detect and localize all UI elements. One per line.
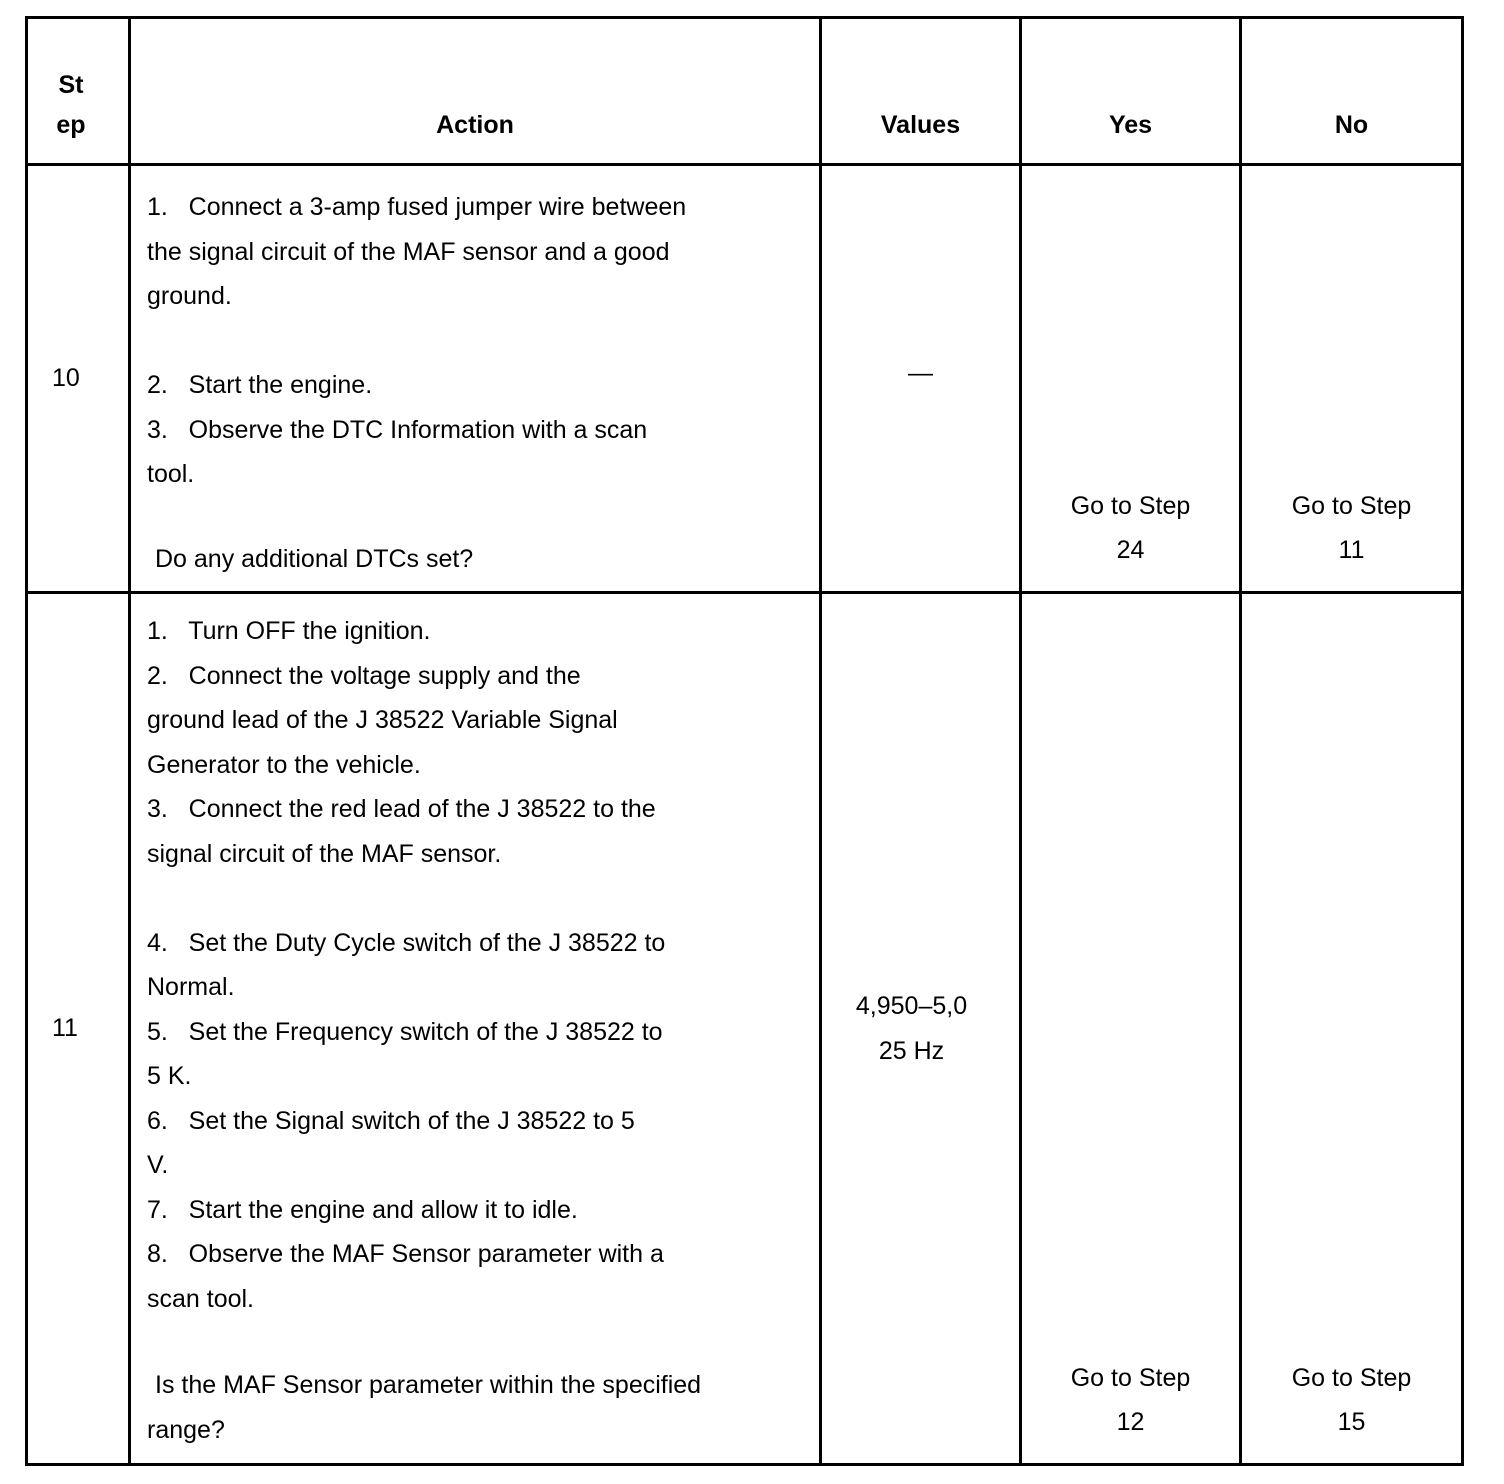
step-number: 10 [27,165,130,593]
action-line: tool. [147,460,195,488]
header-action: Action [130,18,821,165]
action-line: 8. Observe the MAF Sensor parameter with a [147,1240,664,1268]
action-line: 3. Observe the DTC Information with a scan [147,415,648,444]
action-question-cont: range? [147,1415,225,1444]
action-line: Generator to the vehicle. [147,750,421,779]
header-yes: Yes [1021,18,1241,165]
table-row [27,165,1463,593]
no-cell: Go to Step 11 [1241,165,1463,593]
action-line: scan tool. [147,1284,255,1313]
action-line: 5. Set the Frequency switch of the J 38522 to [147,1017,663,1046]
header-step: St ep [27,18,130,165]
action-line: the signal circuit of the MAF sensor and a good [147,237,670,266]
action-line: 1. Connect a 3-amp fused jumper wire between [147,193,687,221]
action-cell [130,593,821,1465]
diagnostic-table [25,16,1464,1466]
action-question: Do any additional DTCs set? [155,544,474,573]
action-line: 6. Set the Signal switch of the J 38522 to 5 [147,1106,635,1135]
header-no: No [1241,18,1463,165]
action-line: 3. Connect the red lead of the J 38522 to the [147,795,656,823]
action-line: 2. Start the engine. [147,371,373,399]
action-line: 1. Turn OFF the ignition. [147,617,431,645]
values-cell: — [821,165,1021,593]
yes-cell: Go to Step 24 [1021,165,1241,593]
action-line: 7. Start the engine and allow it to idle. [147,1195,578,1224]
action-line: Normal. [147,973,235,1001]
yes-cell: Go to Step 12 [1021,593,1241,1465]
action-line: signal circuit of the MAF sensor. [147,839,502,868]
step-number: 11 [27,593,130,1465]
action-line: 5 K. [147,1062,192,1090]
action-cell [130,165,821,593]
action-line: ground. [147,282,232,310]
action-line: 4. Set the Duty Cycle switch of the J 38522 to [147,928,666,957]
action-line: V. [147,1151,169,1179]
header-values: Values [821,18,1021,165]
no-cell: Go to Step 15 [1241,593,1463,1465]
header-row [27,18,1463,165]
action-line: ground lead of the J 38522 Variable Signal [147,706,618,734]
values-cell: 4,950–5,0 25 Hz [821,593,1021,1465]
table-row [27,593,1463,1465]
action-line: 2. Connect the voltage supply and the [147,661,581,690]
action-question: Is the MAF Sensor parameter within the specified [155,1371,702,1399]
